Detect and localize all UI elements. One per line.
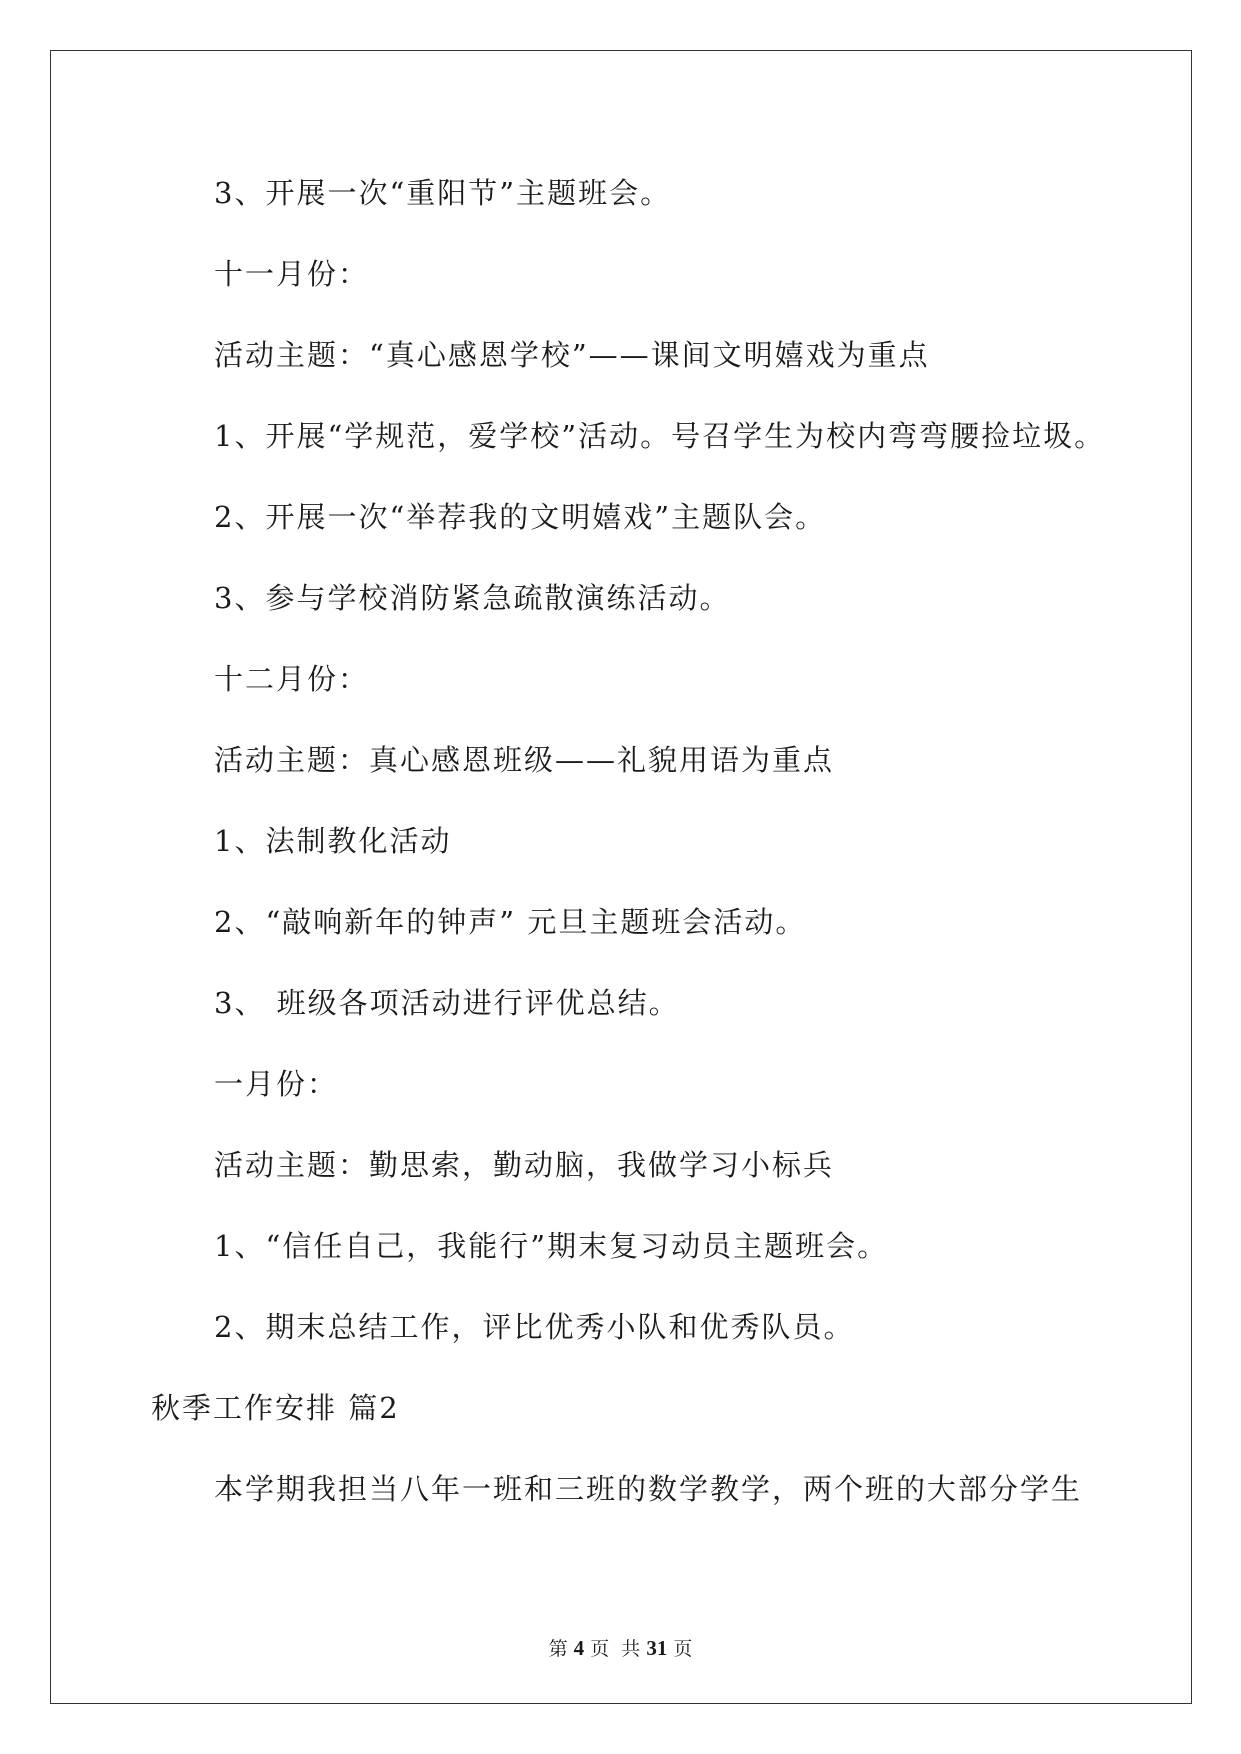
article-heading: 秋季工作安排 篇2 [151,1391,400,1425]
section-heading-december: 十二月份： [214,662,370,696]
paragraph: 2、“敲响新年的钟声” 元旦主题班会活动。 [214,905,807,939]
paragraph: 2、开展一次“举荐我的文明嬉戏”主题队会。 [214,500,827,534]
paragraph: 活动主题：勤思索，勤动脑，我做学习小标兵 [214,1148,835,1182]
footer-middle: 页 共 [590,1638,641,1660]
paragraph: 3、开展一次“重阳节”主题班会。 [214,176,672,210]
section-heading-january: 一月份： [214,1067,339,1101]
total-pages-number: 31 [646,1636,668,1660]
page-border [50,50,1192,1704]
section-heading-november: 十一月份： [214,257,370,291]
paragraph: 本学期我担当八年一班和三班的数学教学，两个班的大部分学生 [214,1472,1083,1506]
paragraph: 1、法制教化活动 [214,824,452,858]
footer-suffix: 页 [673,1638,693,1660]
paragraph: 活动主题：真心感恩班级——礼貌用语为重点 [214,743,835,777]
page-footer [0,1636,1241,1661]
paragraph: 1、开展“学规范，爱学校”活动。号召学生为校内弯弯腰捡垃圾。 [214,419,1106,453]
paragraph: 1、“信任自己，我能行”期末复习动员主题班会。 [214,1229,889,1263]
footer-prefix: 第 [548,1638,568,1660]
paragraph: 活动主题：“真心感恩学校”——课间文明嬉戏为重点 [214,338,930,372]
paragraph: 3、参与学校消防紧急疏散演练活动。 [214,581,731,615]
paragraph: 3、 班级各项活动进行评优总结。 [214,986,680,1020]
paragraph: 2、期末总结工作，评比优秀小队和优秀队员。 [214,1310,855,1344]
current-page-number: 4 [573,1636,585,1660]
